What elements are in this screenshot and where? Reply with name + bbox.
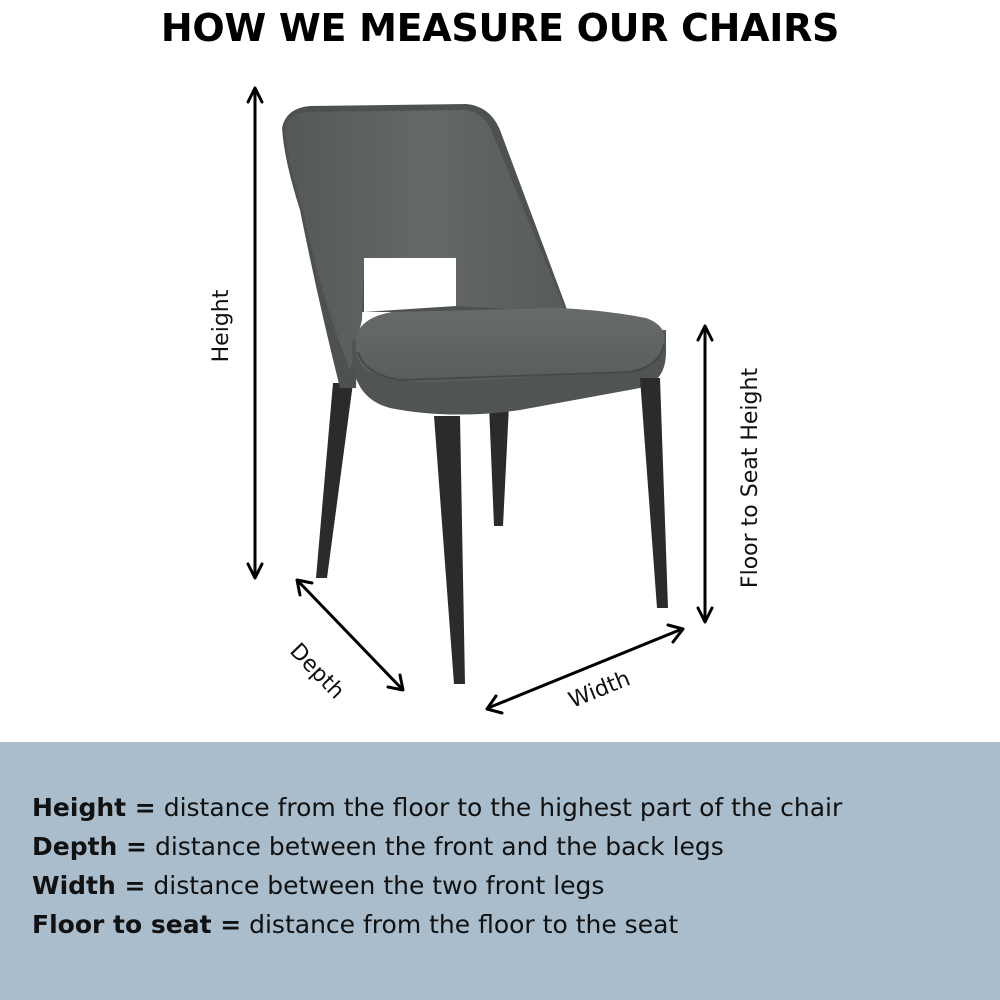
- chair-leg-back-left: [316, 383, 353, 578]
- definition-text: distance from the floor to the highest part of the chair: [155, 793, 843, 822]
- chair-leg-front-right: [640, 378, 668, 608]
- depth-label: Depth: [284, 638, 349, 705]
- width-label: Width: [565, 666, 634, 714]
- chair-seat: [356, 308, 665, 382]
- definition-width: [32, 866, 842, 905]
- definitions-panel: [0, 742, 1000, 1000]
- definition-floor-to-seat: [32, 905, 842, 944]
- definition-height: [32, 788, 842, 827]
- definition-term: Depth =: [32, 832, 148, 861]
- floor-to-seat-arrow: [698, 326, 712, 622]
- floor-to-seat-label: Floor to Seat Height: [738, 367, 763, 589]
- page-title: HOW WE MEASURE OUR CHAIRS: [160, 6, 840, 50]
- definition-text: distance from the floor to the seat: [241, 910, 679, 939]
- height-arrow: [248, 88, 262, 578]
- chair-illustration: [282, 104, 668, 684]
- chair-leg-back-right: [489, 405, 509, 526]
- definition-text: distance between the two front legs: [145, 871, 605, 900]
- definition-term: Width =: [32, 871, 146, 900]
- definition-depth: [32, 827, 842, 866]
- chair-backrest-cutout: [364, 258, 456, 312]
- definition-term: Height =: [32, 793, 156, 822]
- height-label: Height: [209, 289, 234, 363]
- chair-leg-front-left: [434, 416, 465, 684]
- definitions-list: [32, 788, 842, 944]
- definition-term: Floor to seat =: [32, 910, 242, 939]
- definition-text: distance between the front and the back legs: [147, 832, 724, 861]
